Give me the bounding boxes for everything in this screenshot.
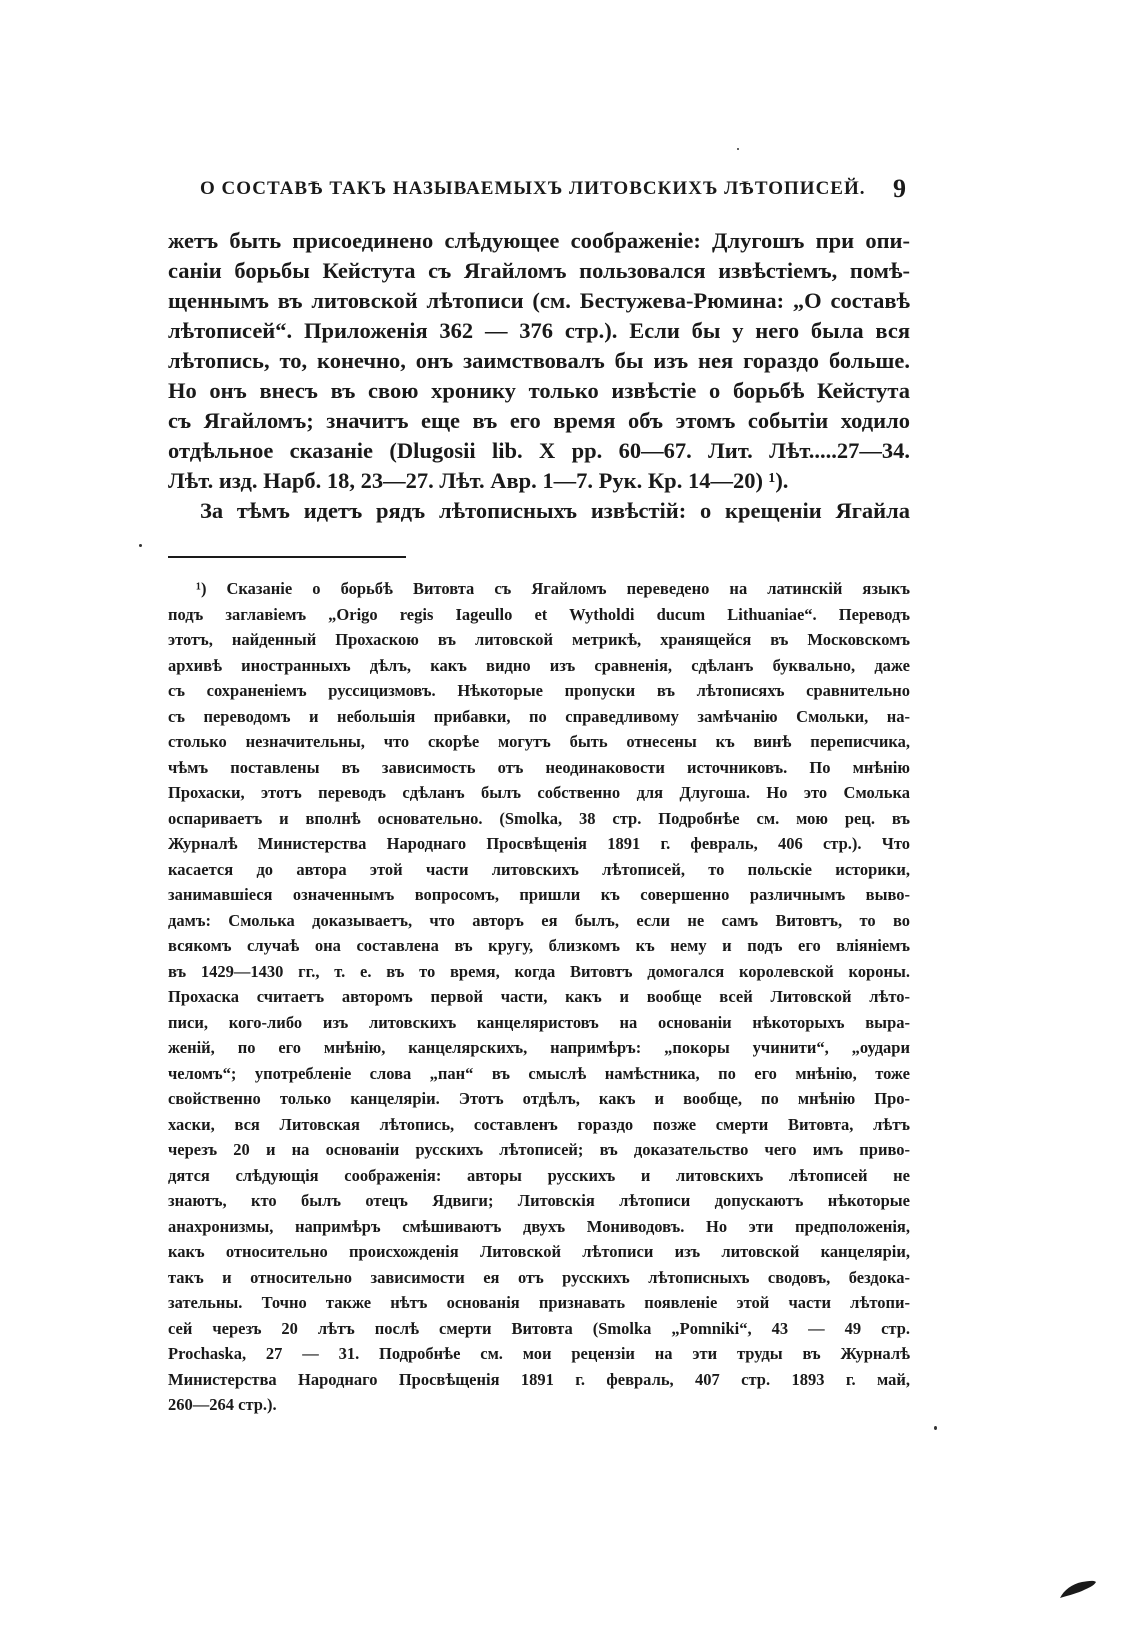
scan-speck xyxy=(934,1426,937,1430)
main-text-line: лѣтописей“. Приложенія 362 — 376 стр.). Если бы у него была вся xyxy=(168,318,910,343)
footnote-line: 260—264 стр.). xyxy=(168,1395,277,1414)
footnote-line: Прохаска считаетъ авторомъ первой части, какъ и вообще всей Литовской лѣто- xyxy=(168,987,910,1006)
main-text-line: щеннымъ въ литовской лѣтописи (см. Бестужева-Рюмина: „О составѣ xyxy=(168,288,910,313)
footnote-line: касается до автора этой части литовскихъ лѣтописей, то польскіе историки, xyxy=(168,859,910,879)
main-text-line: Лѣт. изд. Нарб. 18, 23—27. Лѣт. Авр. 1—7. Рук. Кр. 14—20) ¹). xyxy=(168,468,789,493)
footnote-line: какъ относительно происхожденія Литовской лѣтописи изъ литовской канцеляріи, xyxy=(168,1242,910,1261)
footnote-line: въ 1429—1430 гг., т. е. въ то время, когда Витовтъ домогался королевской короны. xyxy=(168,961,910,981)
footnote-line: занимавшіеся означеннымъ вопросомъ, пришли къ совершенно различнымъ выво- xyxy=(168,885,910,904)
scan-blot-mark xyxy=(1058,1578,1098,1600)
footnote-line: съ сохраненіемъ руссицизмовъ. Нѣкоторые пропуски въ лѣтописяхъ сравнительно xyxy=(168,681,910,700)
footnote-line: хаски, вся Литовская лѣтопись, составленъ гораздо позже смерти Витовта, лѣтъ xyxy=(168,1114,910,1134)
footnote-line: черезъ 20 и на основаніи русскихъ лѣтописей; въ доказательство чего имъ приво- xyxy=(168,1140,910,1159)
footnote-line: писи, кого-либо изъ литовскихъ канцеляристовъ на основаніи нѣкоторыхъ выра- xyxy=(168,1012,910,1032)
footnote-line: зательны. Точно также нѣтъ основанія признавать появленіе этой части лѣтопи- xyxy=(168,1293,910,1312)
footnote-line: столько незначительны, что скорѣе могутъ быть отнесены къ винѣ переписчика, xyxy=(168,732,910,751)
footnote-line: челомъ“; употребленіе слова „пан“ въ смыслѣ намѣстника, по его мнѣнію, тоже xyxy=(168,1063,910,1083)
footnote-line: дамъ: Смолька доказываетъ, что авторъ ея былъ, если не самъ Витовтъ, то во xyxy=(168,910,910,930)
footnote-line: этотъ, найденный Прохаскою въ литовской метрикѣ, хранящейся въ Московскомъ xyxy=(168,630,910,649)
footnote-line: оспариваетъ и вполнѣ основательно. (Smolka, 38 стр. Подробнѣе см. мою рец. въ xyxy=(168,808,910,828)
footnote-line: знаютъ, кто былъ отецъ Ядвиги; Литовскія лѣтописи допускаютъ нѣкоторые xyxy=(168,1191,910,1210)
footnote-line: подъ заглавіемъ „Origo regis Iageullo et Wytholdi ducum Lithuaniae“. Переводъ xyxy=(168,604,910,624)
main-text-line: За тѣмъ идетъ рядъ лѣтописныхъ извѣстій: о крещеніи Ягайла xyxy=(200,498,910,523)
main-text-line: саніи борьбы Кейстута съ Ягайломъ пользовался извѣстіемъ, помѣ- xyxy=(168,258,910,283)
footnote-line: анахронизмы, напримѣръ смѣшиваютъ двухъ Мониводовъ. Но эти предположенія, xyxy=(168,1216,910,1236)
footnote-line: такъ и относительно зависимости ея отъ русскихъ лѣтописныхъ сводовъ, бездока- xyxy=(168,1267,910,1287)
main-text-line: жетъ быть присоединено слѣдующее соображеніе: Длугошъ при опи- xyxy=(168,228,910,253)
scan-speck xyxy=(139,544,142,547)
footnote-rule xyxy=(168,556,406,558)
footnote-line: ¹) Сказаніе о борьбѣ Витовта съ Ягайломъ переведено на латинскій языкъ xyxy=(196,579,910,598)
footnote-line: Prochaska, 27 — 31. Подробнѣе см. мои рецензіи на эти труды въ Журналѣ xyxy=(168,1344,910,1363)
scan-speck xyxy=(737,148,739,150)
footnote-line: сей черезъ 20 лѣтъ послѣ смерти Витовта (Smolka „Pomniki“, 43 — 49 стр. xyxy=(168,1318,910,1338)
footnote-line: дятся слѣдующія соображенія: авторы русскихъ и литовскихъ лѣтописей не xyxy=(168,1165,910,1185)
page-number: 9 xyxy=(893,174,906,203)
footnote-line: женій, по его мнѣнію, канцелярскихъ, напримѣръ: „покоры учинити“, „оудари xyxy=(168,1038,910,1057)
footnote-line: чѣмъ поставлены въ зависимость отъ неодинаковости источниковъ. По мнѣнію xyxy=(168,757,910,777)
footnote xyxy=(168,576,910,1418)
main-text xyxy=(168,226,910,526)
main-text-line: отдѣльное сказаніе (Dlugosii lib. X pp. 60—67. Лит. Лѣт.....27—34. xyxy=(168,438,910,463)
footnote-line: архивѣ иностранныхъ дѣлъ, какъ видно изъ сравненія, сдѣланъ буквально, даже xyxy=(168,655,910,675)
footnote-line: Министерства Народнаго Просвѣщенія 1891 г. февраль, 407 стр. 1893 г. май, xyxy=(168,1369,910,1389)
main-text-line: съ Ягайломъ; значитъ еще въ его время объ этомъ событіи ходило xyxy=(168,408,910,433)
footnote-line: съ переводомъ и небольшія прибавки, по справедливому замѣчанію Смольки, на- xyxy=(168,706,910,726)
running-title: О СОСТАВѢ ТАКЪ НАЗЫВАЕМЫХЪ ЛИТОВСКИХЪ ЛѢТОПИСЕЙ. xyxy=(200,178,866,199)
footnote-line: свойственно только канцеляріи. Этотъ отдѣлъ, какъ и вообще, по мнѣнію Про- xyxy=(168,1089,910,1108)
main-text-line: Но онъ внесъ въ свою хронику только извѣстіе о борьбѣ Кейстута xyxy=(168,378,910,403)
footnote-line: Прохаски, этотъ переводъ сдѣланъ былъ собственно для Длугоша. Но это Смолька xyxy=(168,783,910,802)
footnote-line: Журналѣ Министерства Народнаго Просвѣщенія 1891 г. февраль, 406 стр.). Что xyxy=(168,834,910,853)
main-text-line: лѣтопись, то, конечно, онъ заимствовалъ бы изъ нея гораздо больше. xyxy=(168,348,910,373)
footnote-line: всякомъ случаѣ она составлена въ кругу, близкомъ къ нему и подъ его вліяніемъ xyxy=(168,936,910,955)
